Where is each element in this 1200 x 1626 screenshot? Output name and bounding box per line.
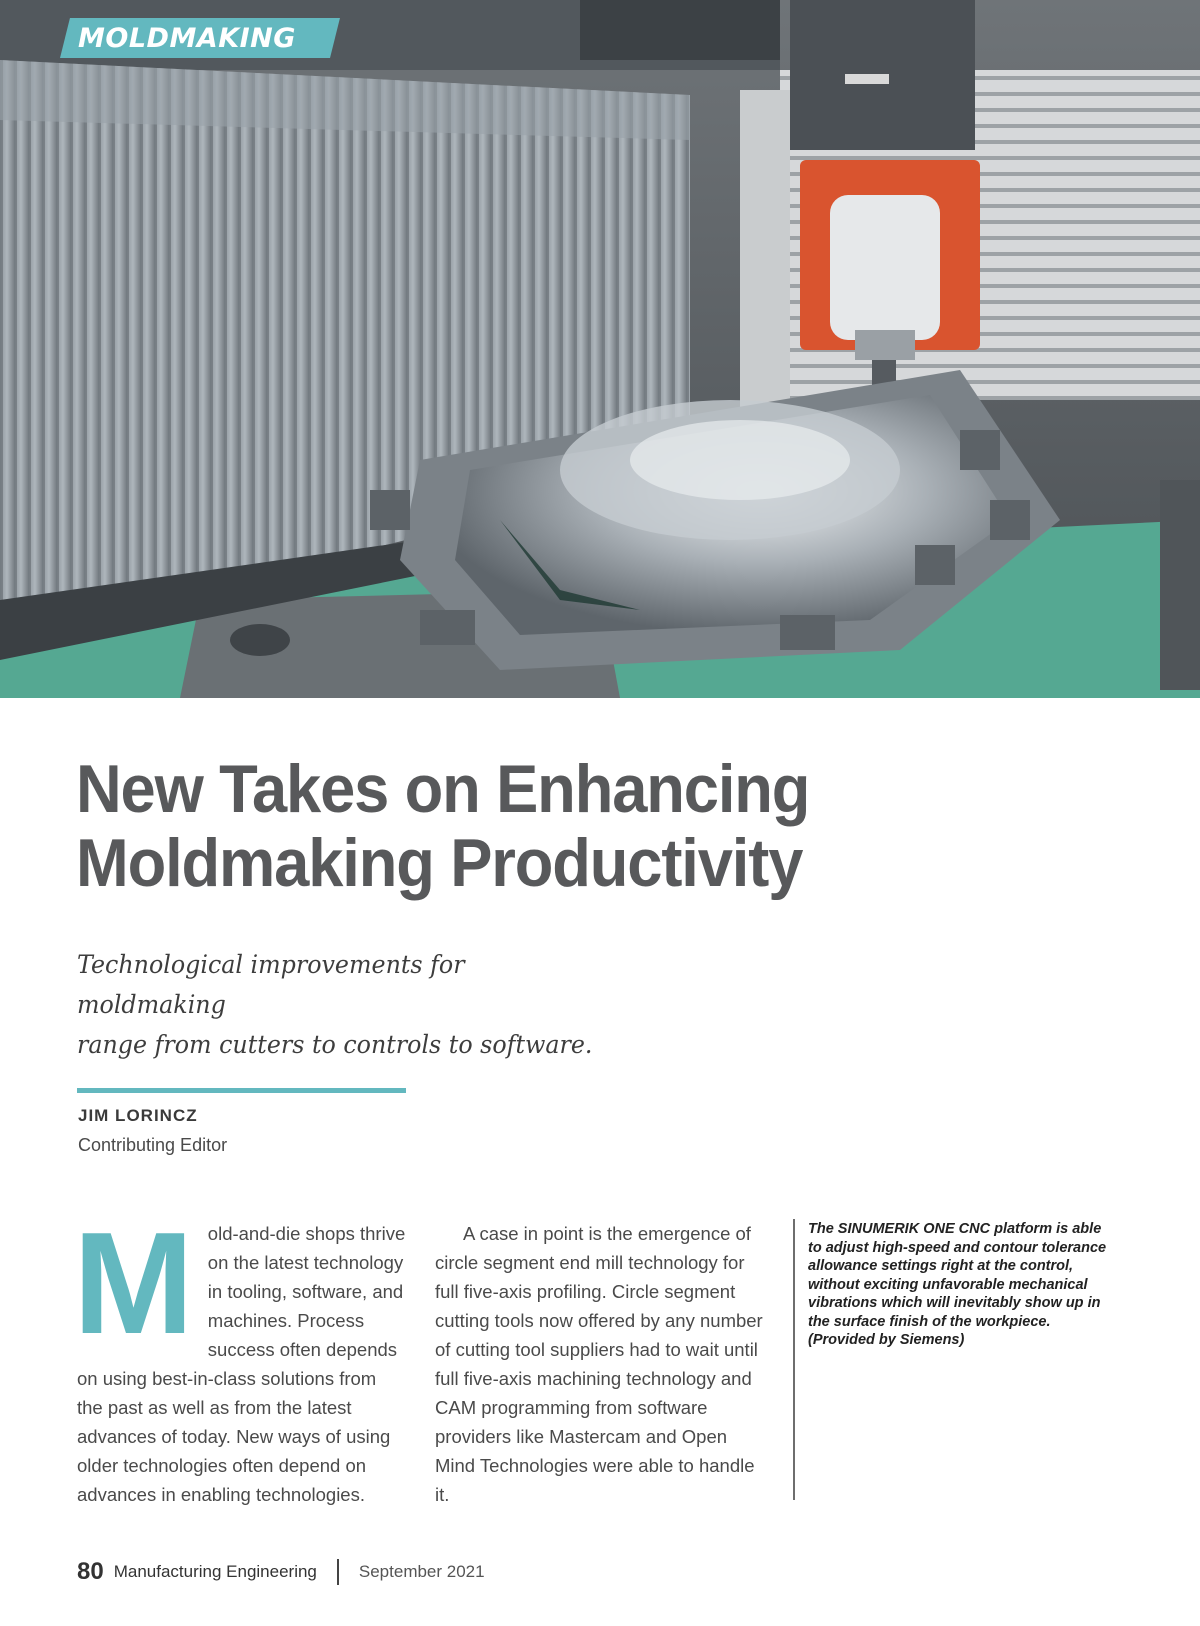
photo-caption: The SINUMERIK ONE CNC platform is able to adjust high-speed and contour tolerance allowance settings right at the control, without exciting unfavorable mechanical vibrations which will inevitably show up in the surface finish of the workpiece. (Provided by Siemens) (808, 1221, 1107, 1348)
footer-separator (337, 1559, 339, 1585)
hero-photo (0, 0, 1200, 698)
article-deck (77, 945, 609, 1065)
headline-line-2: Moldmaking Productivity (76, 825, 803, 901)
article-headline (76, 752, 913, 900)
body-paragraph-1: old-and-die shops thrive on the latest technology in tooling, software, and machines. Process success often depends on using best-in-class solutions from the past as well as from the latest advances of today. New ways of using older technologies often depend on advances in enabling technologies. (77, 1223, 406, 1505)
section-label: MOLDMAKING (78, 23, 296, 54)
body-paragraph-2: A case in point is the emergence of circle segment end mill technology for full five-axis profiling. Circle segment cutting tools now offered by any number of cutting tool suppliers had to wait until full five-axis machining technology and CAM programming from software providers like Mastercam and Open Mind Technologies were able to handle it. (435, 1223, 763, 1505)
publication-name: Manufacturing Engineering (113, 1562, 317, 1581)
author-role: Contributing Editor (78, 1135, 228, 1155)
byline-divider (77, 1088, 406, 1093)
page-footer (77, 1555, 485, 1589)
author-name: JIM LORINCZ (78, 1106, 198, 1125)
deck-line-2: range from cutters to controls to software. (77, 1030, 593, 1059)
body-column-1 (73, 1202, 407, 1509)
drop-cap: M (73, 1202, 194, 1364)
issue-date: September 2021 (358, 1562, 485, 1581)
page-number: 80 (77, 1558, 104, 1585)
headline-line-1: New Takes on Enhancing (76, 751, 810, 827)
body-column-2 (435, 1219, 770, 1509)
caption-divider (793, 1219, 795, 1500)
deck-line-1: Technological improvements for moldmaking (77, 950, 465, 1019)
